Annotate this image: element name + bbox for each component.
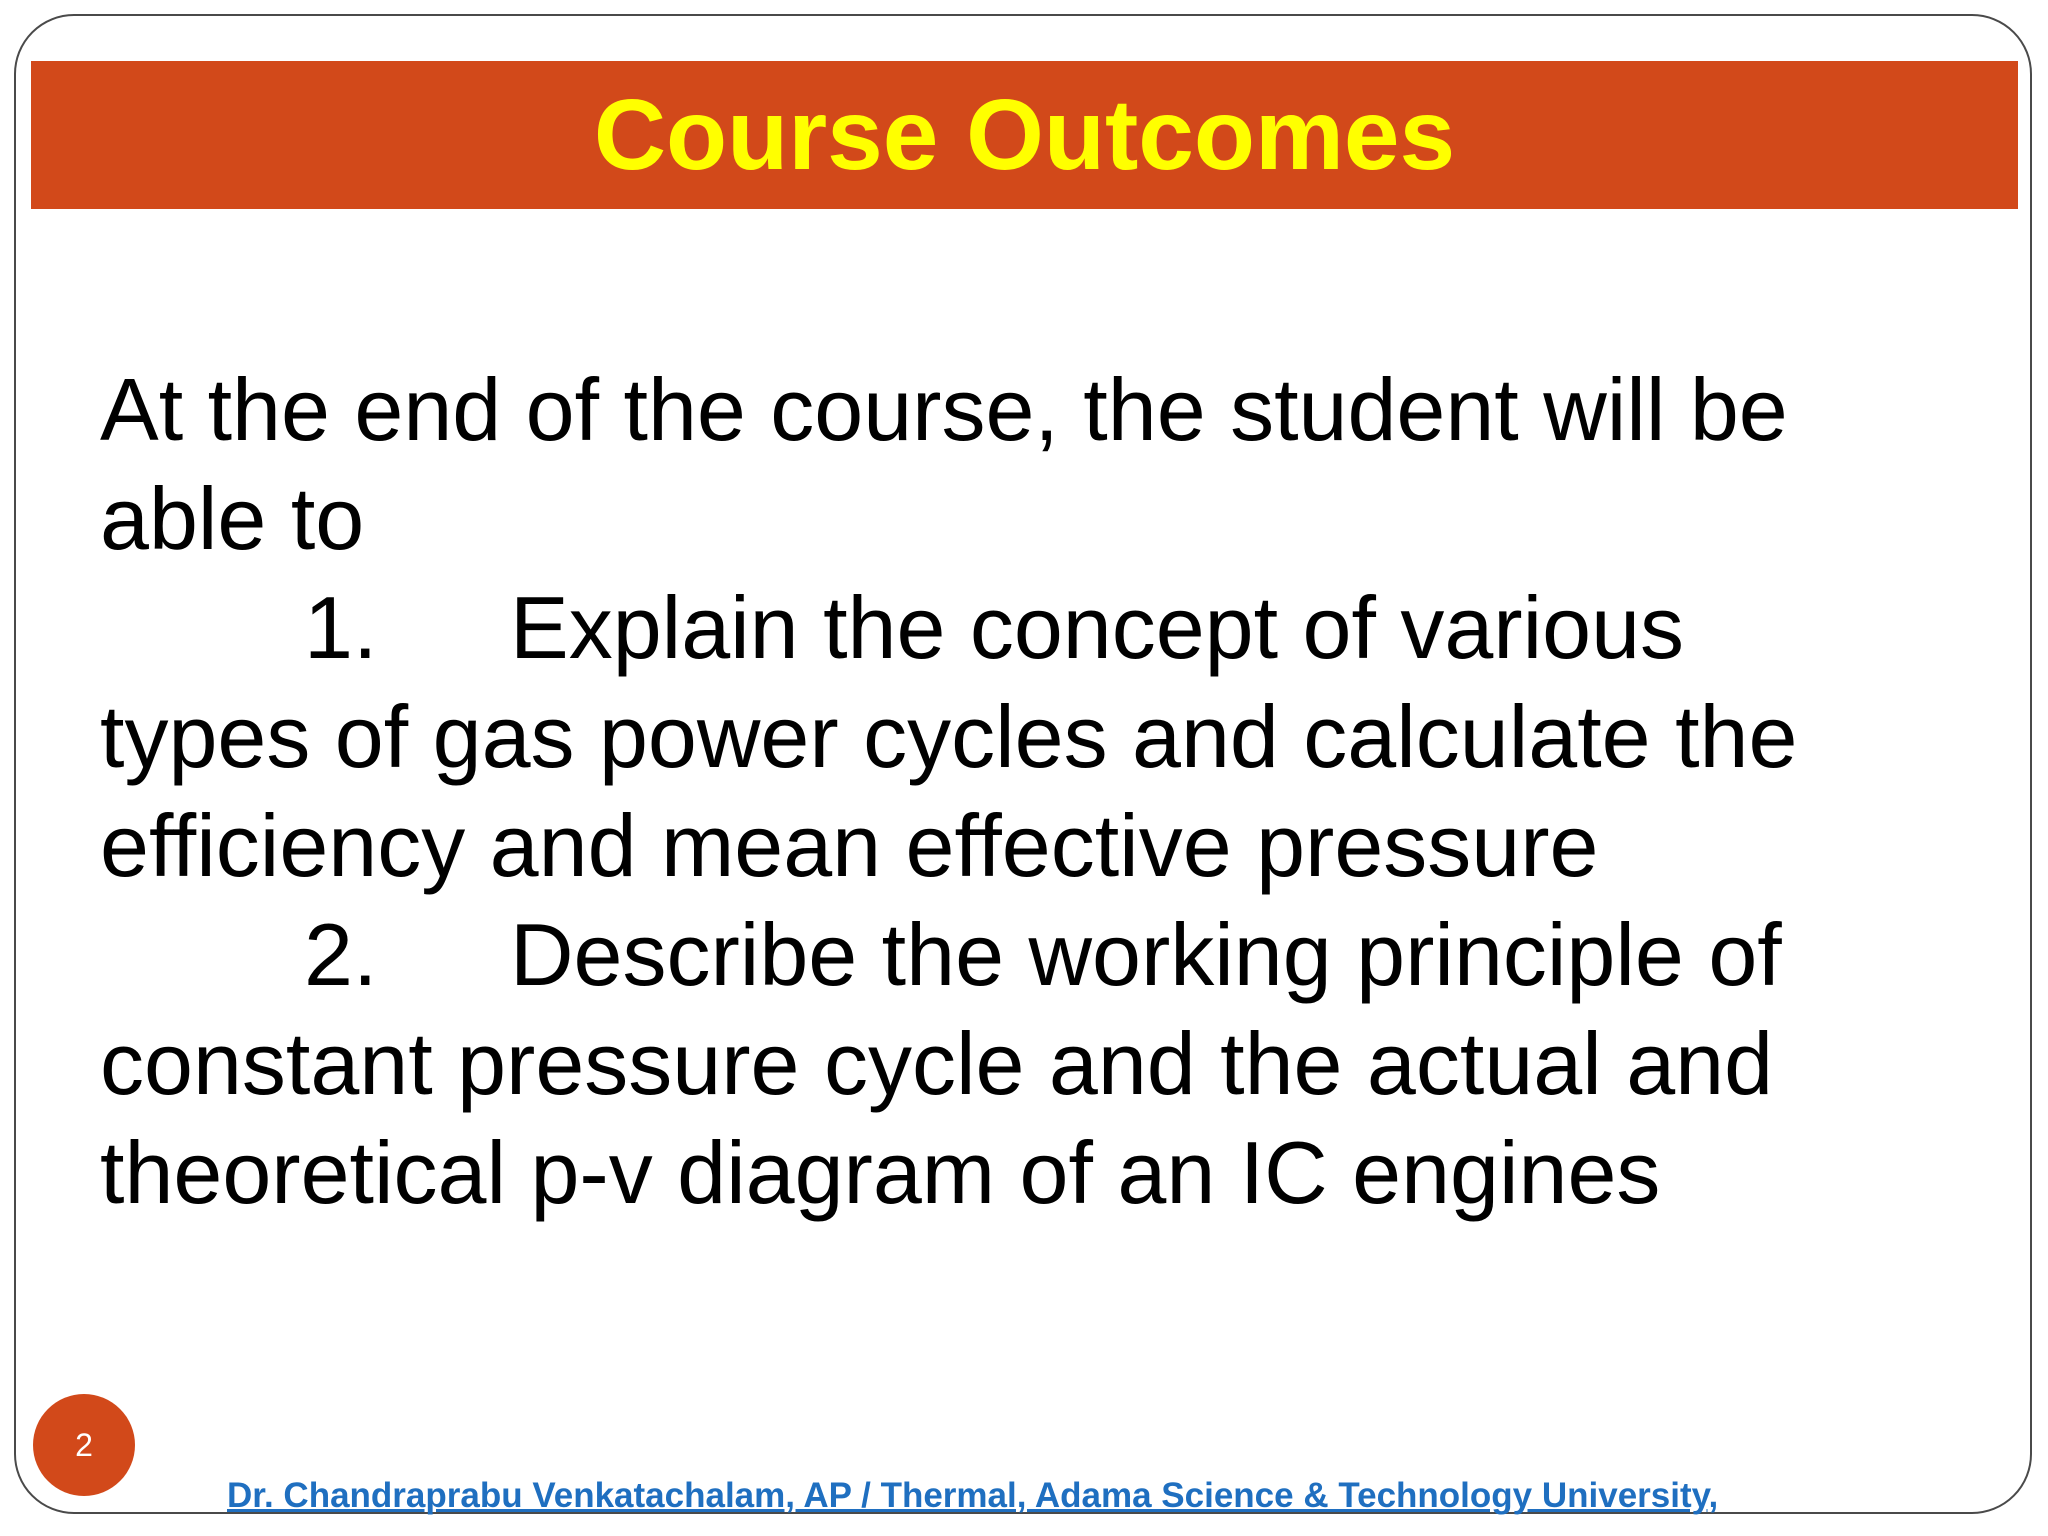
outcome-1-first-line: [100, 573, 1980, 682]
outcome-1-number: 1.: [304, 578, 378, 677]
outcome-1-line-3: efficiency and mean effective pressure: [100, 796, 1599, 895]
slide-body: [100, 355, 1980, 1227]
intro-line-1: At the end of the course, the student will be: [100, 360, 1788, 459]
outcome-2-line-1: Describe the working principle of: [510, 905, 1782, 1004]
outcome-1-line-1: Explain the concept of various: [510, 578, 1685, 677]
page-number-badge: 2: [33, 1394, 135, 1496]
outcome-2-line-2: constant pressure cycle and the actual and: [100, 1014, 1774, 1113]
outcome-2-first-line: [100, 900, 1980, 1009]
outcome-2-number: 2.: [304, 905, 378, 1004]
intro-line-2: able to: [100, 469, 365, 568]
slide-title: Course Outcomes: [593, 79, 1456, 191]
outcome-2-line-3: theoretical p-v diagram of an IC engines: [100, 1123, 1661, 1222]
title-bar: [31, 61, 2018, 209]
footer-author: Dr. Chandraprabu Venkatachalam, AP / Thermal, Adama Science & Technology University,: [227, 1476, 1719, 1515]
outcome-1-line-2: types of gas power cycles and calculate the: [100, 687, 1798, 786]
